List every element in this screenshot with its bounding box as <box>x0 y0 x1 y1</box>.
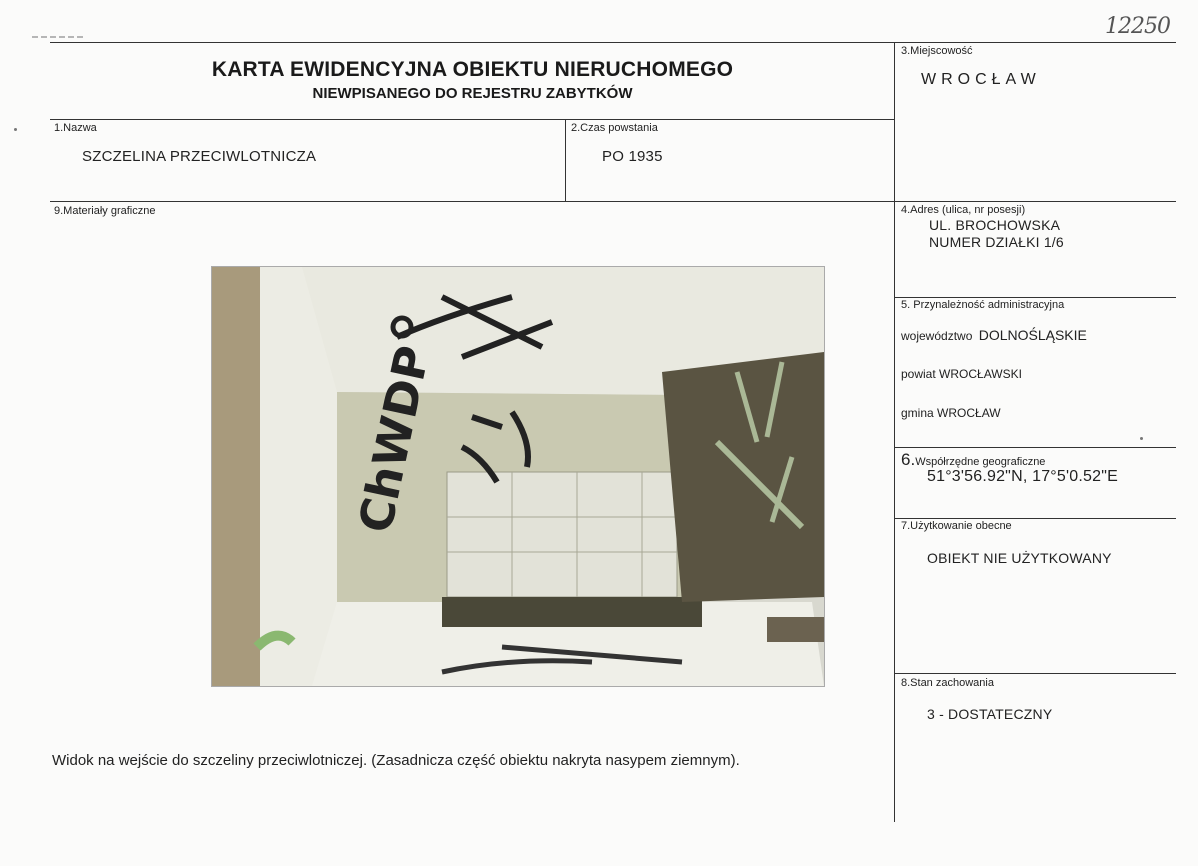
grid-line <box>894 447 1176 448</box>
coords-label-row <box>901 450 1045 470</box>
usage-label: 7.Użytkowanie obecne <box>901 520 1012 532</box>
coords-label-number: 6. <box>901 450 916 469</box>
document-number: 12250 <box>1105 14 1170 39</box>
grid-line-top <box>50 42 1176 43</box>
commune-row <box>901 406 1001 420</box>
name-label: 1.Nazwa <box>54 122 97 134</box>
coords-value: 51°3'56.92"N, 17°5'0.52"E <box>927 468 1118 485</box>
page-subtitle: NIEWPISANEGO DO REJESTRU ZABYTKÓW <box>312 85 633 102</box>
county-label: powiat <box>901 367 936 381</box>
scan-mark <box>32 36 84 38</box>
time-value: PO 1935 <box>602 148 663 165</box>
graphics-label: 9.Materiały graficzne <box>54 205 156 217</box>
grid-line <box>50 119 894 120</box>
coords-label: Współrzędne geograficzne <box>915 456 1046 468</box>
county-value: WROCŁAWSKI <box>939 367 1022 381</box>
photo-graffiti: ChWDP <box>347 341 441 538</box>
page-title: KARTA EWIDENCYJNA OBIEKTU NIERUCHOMEGO <box>211 58 734 81</box>
condition-value: 3 - DOSTATECZNY <box>927 706 1053 722</box>
grid-line <box>894 673 1176 674</box>
address-street: UL. BROCHOWSKA <box>929 217 1061 233</box>
scan-dust <box>1140 437 1143 440</box>
voivodeship-row <box>901 327 1087 343</box>
grid-line <box>50 201 1176 202</box>
grid-line-column <box>894 42 895 822</box>
locality-value: WROCŁAW <box>921 71 1041 88</box>
photo-caption: Widok na wejście do szczeliny przeciwlotniczej. (Zasadnicza część obiektu nakryta nasypem ziemnym). <box>52 752 740 769</box>
county-row <box>901 367 1022 381</box>
grid-line <box>894 518 1176 519</box>
commune-value: WROCŁAW <box>937 406 1001 420</box>
name-value: SZCZELINA PRZECIWLOTNICZA <box>82 148 317 165</box>
shelter-entrance-photo <box>211 266 825 687</box>
time-label: 2.Czas powstania <box>571 122 658 134</box>
condition-label: 8.Stan zachowania <box>901 677 994 689</box>
voivodeship-value: DOLNOŚLĄSKIE <box>978 327 1087 343</box>
address-label: 4.Adres (ulica, nr posesji) <box>901 204 1026 216</box>
commune-label: gmina <box>901 406 934 420</box>
grid-line <box>894 297 1176 298</box>
grid-line <box>565 119 566 201</box>
scan-dust <box>14 128 17 131</box>
usage-value: OBIEKT NIE UŻYTKOWANY <box>927 550 1112 566</box>
voivodeship-label: województwo <box>901 329 973 343</box>
locality-label: 3.Miejscowość <box>901 45 973 57</box>
address-parcel: NUMER DZIAŁKI 1/6 <box>929 234 1064 250</box>
admin-label: 5. Przynależność administracyjna <box>901 299 1065 311</box>
